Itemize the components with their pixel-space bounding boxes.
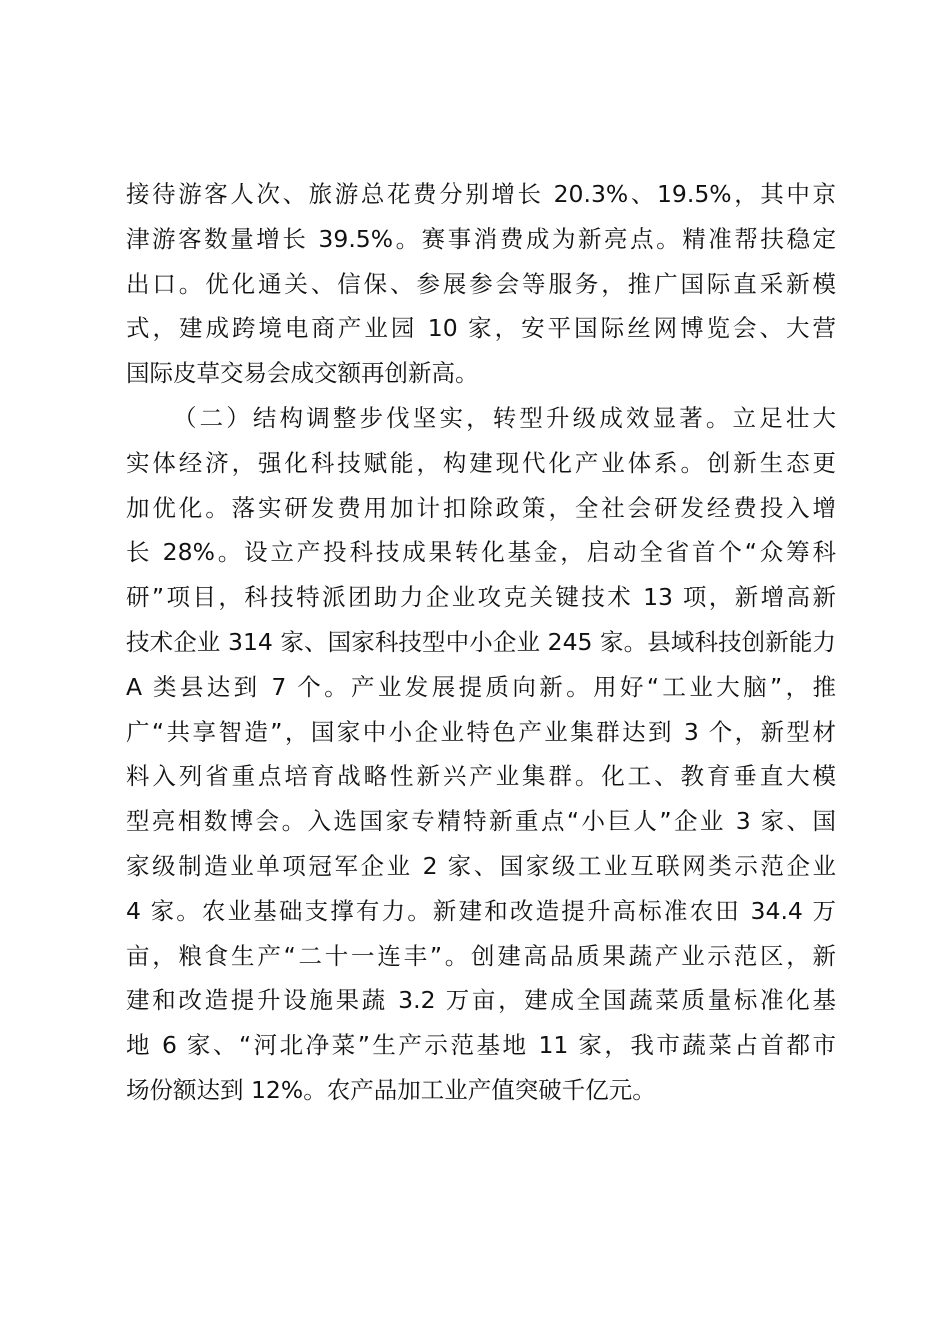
text-line: 建和改造提升设施果蔬 3.2 万亩，建成全国蔬菜质量标准化基 bbox=[126, 986, 836, 1015]
text-line: 接待游客人次、旅游总花费分别增长 20.3%、19.5%，其中京 bbox=[126, 180, 836, 208]
text-line: 式，建成跨境电商产业园 10 家，安平国际丝网博览会、大营 bbox=[126, 314, 836, 343]
text-line: 地 6 家、“河北净菜”生产示范基地 11 家，我市蔬菜占首都市 bbox=[126, 1031, 836, 1060]
text-line: 加优化。落实研发费用加计扣除政策，全社会研发经费投入增 bbox=[126, 493, 836, 522]
paragraph-structural-adjustment bbox=[126, 396, 836, 1113]
body-text bbox=[126, 172, 836, 1113]
text-line: 亩，粮食生产“二十一连丰”。创建高品质果蔬产业示范区，新 bbox=[126, 941, 836, 970]
text-line: 场份额达到 12%。农产品加工业产值突破千亿元。 bbox=[126, 1075, 656, 1104]
text-line: 家级制造业单项冠军企业 2 家、国家级工业互联网类示范企业 bbox=[126, 851, 836, 880]
text-line: 津游客数量增长 39.5%。赛事消费成为新亮点。精准帮扶稳定 bbox=[126, 224, 836, 253]
paragraph-tourism-trade bbox=[126, 172, 836, 396]
text-line: 国际皮草交易会成交额再创新高。 bbox=[126, 359, 479, 388]
text-line: 型亮相数博会。入选国家专精特新重点“小巨人”企业 3 家、国 bbox=[126, 807, 836, 836]
text-line: 料入列省重点培育战略性新兴产业集群。化工、教育垂直大模 bbox=[126, 762, 836, 791]
text-line: 出口。优化通关、信保、参展参会等服务，推广国际直采新模 bbox=[126, 269, 836, 298]
text-line: 长 28%。设立产投科技成果转化基金，启动全省首个“众筹科 bbox=[126, 538, 836, 567]
text-line: 4 家。农业基础支撑有力。新建和改造提升高标准农田 34.4 万 bbox=[126, 896, 836, 925]
text-line: 技术企业 314 家、国家科技型中小企业 245 家。县域科技创新能力 bbox=[126, 627, 836, 656]
text-line: 广“共享智造”，国家中小企业特色产业集群达到 3 个，新型材 bbox=[126, 717, 836, 746]
text-line: 实体经济，强化科技赋能，构建现代化产业体系。创新生态更 bbox=[126, 448, 836, 477]
text-line: （二）结构调整步伐坚实，转型升级成效显著。立足壮大 bbox=[173, 403, 836, 432]
text-line: A 类县达到 7 个。产业发展提质向新。用好“工业大脑”，推 bbox=[126, 672, 836, 701]
text-line: 研”项目，科技特派团助力企业攻克关键技术 13 项，新增高新 bbox=[126, 583, 836, 612]
